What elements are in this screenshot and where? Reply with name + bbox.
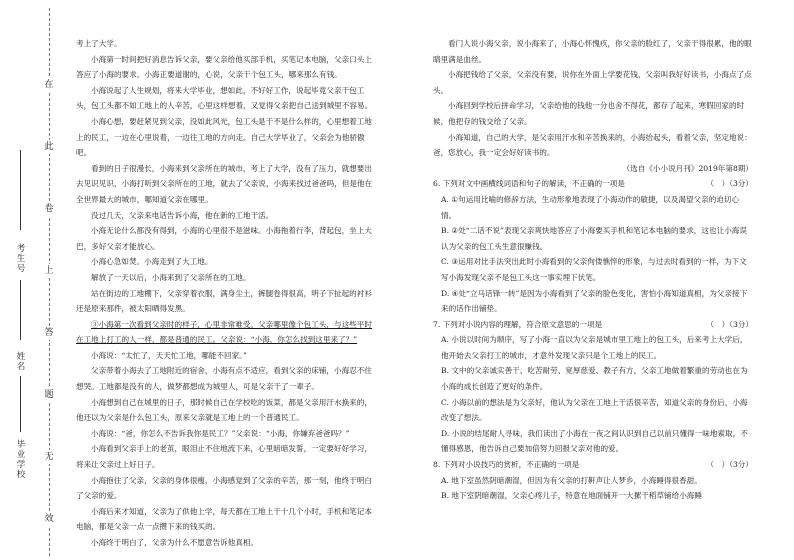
seal-char: 题 bbox=[41, 388, 57, 402]
paragraph: 看到的日子很漫长，小海来到父亲所在的城市，考上了大学，没有了压力，就想要出去见识见识，小海打听到父亲所在的工地，就去了父亲说，小海来找过爸爸吗，但是他在全世界最大的城市，哪知道父亲在哪里。 bbox=[76, 163, 373, 204]
paragraph: 小海想到自己在城里的日子，那时候自己在学校吃的饭菜，都是父亲用汗水换来的，他还以为父亲是什么包工头，原来父亲就是工地上的一个普通民工。 bbox=[76, 397, 372, 423]
school-label: 毕业学校 bbox=[16, 440, 26, 480]
exam-number-label: 考生号 bbox=[16, 244, 26, 274]
name-label: 姓名 bbox=[16, 352, 26, 372]
seal-char: 上 bbox=[41, 264, 57, 278]
paragraph: 小海回到学校后拼命学习，父亲给他的钱他一分也舍不得花，都存了起来，寒假回家的时候，他把存的钱交给了父亲。 bbox=[433, 101, 745, 126]
paragraph: 看门人说小海父亲，说小海来了，小海心怀愧疚，你父亲的脸红了，父亲干得很累，他的眼睛里满是血丝。 bbox=[433, 39, 752, 64]
paragraph: 小海终于明白了，父亲为什么不愿意告诉他真相。 bbox=[91, 538, 259, 547]
question-stem: 8. 下列对小说技巧的赏析，不正确的一项是 bbox=[433, 460, 580, 470]
option-a: A. ①句运用比喻的修辞方法，生动形象地表现了小海动作的敏捷，以及渴望父亲的迫切心情。 bbox=[441, 194, 740, 220]
seal-char: 效 bbox=[41, 512, 57, 526]
option-c: C. ③运用对比手法突出此时小海看到的父亲佝偻憔悴的形象，与过去时看到的一样，为下文写小海发现父亲不是包工头这一事实埋下伏笔。 bbox=[441, 257, 747, 282]
name-line bbox=[20, 280, 21, 340]
paragraph: 小海心急如焚。小海走到了大工地。 bbox=[91, 257, 213, 267]
paragraph: 小海心想，要赶紧见到父亲，没如此风光，包工头是干不是什么样的，心里想着工地上的民工，一边在心里说着，一边往工地的方向走。自己大学毕业了，父亲会为他骄傲吧。 bbox=[76, 116, 372, 158]
binding-margin bbox=[0, 0, 70, 560]
paragraph: 小海说起了人生规划，将来大学毕业，想如此，不好好工作，说起毕竟父亲干包工头，包工头都不如工地上的人辛苦，心里这样想着，又觉得父亲把自己送到城里不容易。 bbox=[76, 85, 373, 111]
option-b: B. 文中的父亲诚实善干、吃苦耐劳、宽厚慈爱、教子有方，父亲工地做着繁重的劳动也在为小海的成长创造了更好的条件。 bbox=[441, 366, 748, 392]
option-d: D. ④处“立马话锋一转”是因为小海看到了父亲的脸色变化，害怕小海知道真相，为父亲接下来的话作出铺垫。 bbox=[441, 288, 748, 314]
question-stem: 6. 下列对文中画横线词语和句子的解读，不正确的一项是 bbox=[433, 179, 625, 189]
seal-char: 卷 bbox=[41, 202, 57, 216]
paragraph: 小海知道，自己的大学，是父亲用汗水和辛苦换来的，小海抬起头，看着父亲，坚定地说：爸，您放心，我一定会好好读书的。 bbox=[433, 132, 752, 158]
paragraph: 站在街边的工地棚下，父亲穿着衣服，满身尘土，裤腿卷得很高，明子下扯起的衬衫还是原来那件，被太阳晒得发黑。 bbox=[76, 288, 372, 314]
question-7 bbox=[433, 317, 753, 457]
paragraph: 小海第一时间把好消息告诉父亲，要父亲给他买部手机，买笔记本电脑，父亲口头上答应了小海的要求。小海正要道谢的，心说，父亲干个包工头，哪来那么有钱。 bbox=[76, 54, 372, 80]
seal-char: 无 bbox=[41, 450, 57, 464]
question-8 bbox=[433, 457, 753, 504]
left-text-column bbox=[76, 36, 376, 551]
paragraph: 小海把钱给了父亲，父亲没有要，说你在外面上学要花钱，父亲叫我好好读书，小海点了点头。 bbox=[433, 70, 752, 95]
seal-char: 在 bbox=[41, 78, 57, 92]
seal-char: 此 bbox=[41, 140, 57, 154]
paragraph: 没过几天，父亲来电话告诉小海，他在新的工地干活。 bbox=[91, 210, 274, 220]
seal-char: 答 bbox=[41, 326, 57, 340]
paragraph: 解放了一天以后，小海来到了父亲所在的工地。 bbox=[91, 272, 251, 282]
paragraph: 小海抱住了父亲，父亲的身体很瘦，小海感觉到了父亲的辛苦，那一刻，他终于明白了父亲的爱。 bbox=[76, 475, 372, 501]
school-line bbox=[20, 376, 21, 432]
answer-bracket[interactable]: （ ）（3分） bbox=[706, 460, 753, 470]
option-b: B. 地下室阴暗潮湿，父亲心疼儿子，特意在地面铺开一大摞干稻草铺给小海睡 bbox=[441, 491, 702, 501]
option-a: A. 地下室虽然阴暗潮湿，但因为有父亲的打鼾声让人梦乡，小海睡得很香甜。 bbox=[441, 475, 702, 485]
option-a: A. 小说以时间为顺序，写了小海一直以为父亲是城市里工地上的包工头，后来考上大学后，他开始去父亲打工的城市，才意外发现父亲只是个工地上的民工。 bbox=[441, 335, 748, 360]
option-b: B. ②处“二话不说”表现父亲爽快地答应了小海要买手机和笔记本电脑的要求，这也让小海误认为父亲的包工头生意很赚钱。 bbox=[441, 226, 747, 251]
paragraph: 小海后来才知道，父亲为了供他上学，每天都在工地上干十几个小时，手机和笔记本电脑，都是父亲一点一点攒下来的钱买的。 bbox=[76, 506, 372, 532]
paragraph: 父亲带着小海去了工地附近的宿舍，小海有点不适应，看到父亲的床铺，小海忍不住想哭。工地都是没有的人，做梦都想成为城里人，可是父亲干了一辈子。 bbox=[76, 366, 372, 392]
paragraph: 考上了大学。 bbox=[76, 39, 122, 48]
option-c: C. 小海以前的想法是为父亲好，他认为父亲在工地上干活很辛苦，知道父亲的身份后，小海改变了想法。 bbox=[441, 397, 748, 423]
paragraph: 小海无论什么都没有得到，小海的心里很不是滋味。小海拖着行李，背起包，坐上大巴，多好父亲才能放心。 bbox=[76, 226, 372, 251]
exam-number-line bbox=[20, 150, 21, 230]
answer-bracket[interactable]: （ ）（3分） bbox=[706, 319, 753, 329]
underlined-paragraph: ③小海第一次看到父亲时的样子，心里非常难受。父亲哪里像个包工头，与这些平时在工地上打工的人一样，都是普通的民工。父亲说：“小海，你怎么找到这里来了？” bbox=[76, 319, 372, 345]
answer-bracket[interactable]: （ ）（3分） bbox=[706, 179, 753, 189]
right-text-column bbox=[433, 36, 753, 504]
option-d: D. 小说的结尾耐人寻味，我们读出了小海在一夜之间认识到自己以前只懂得一味地索取，不懂得感恩，他告诉自己要加倍努力回报父亲对他的爱。 bbox=[441, 428, 748, 454]
paragraph: 小海说：“太忙了，天天忙工地，哪能不回家。” bbox=[91, 350, 247, 360]
paragraph: 小海说：“爸，你怎么不告诉我你是民工？”父亲说：“小海，你嫌弃爸爸吗？” bbox=[91, 428, 350, 438]
question-6 bbox=[433, 176, 753, 316]
question-stem: 7. 下列对小说内容的理解，符合原文意思的一项是 bbox=[433, 319, 603, 329]
source-citation: （选自《小小说月刊》2019年第8期） bbox=[622, 163, 753, 173]
paragraph: 小海看到父亲手上的老茧，眼泪止不住地流下来，心里暗暗发誓，一定要好好学习，将来让父亲过上好日子。 bbox=[76, 444, 372, 470]
